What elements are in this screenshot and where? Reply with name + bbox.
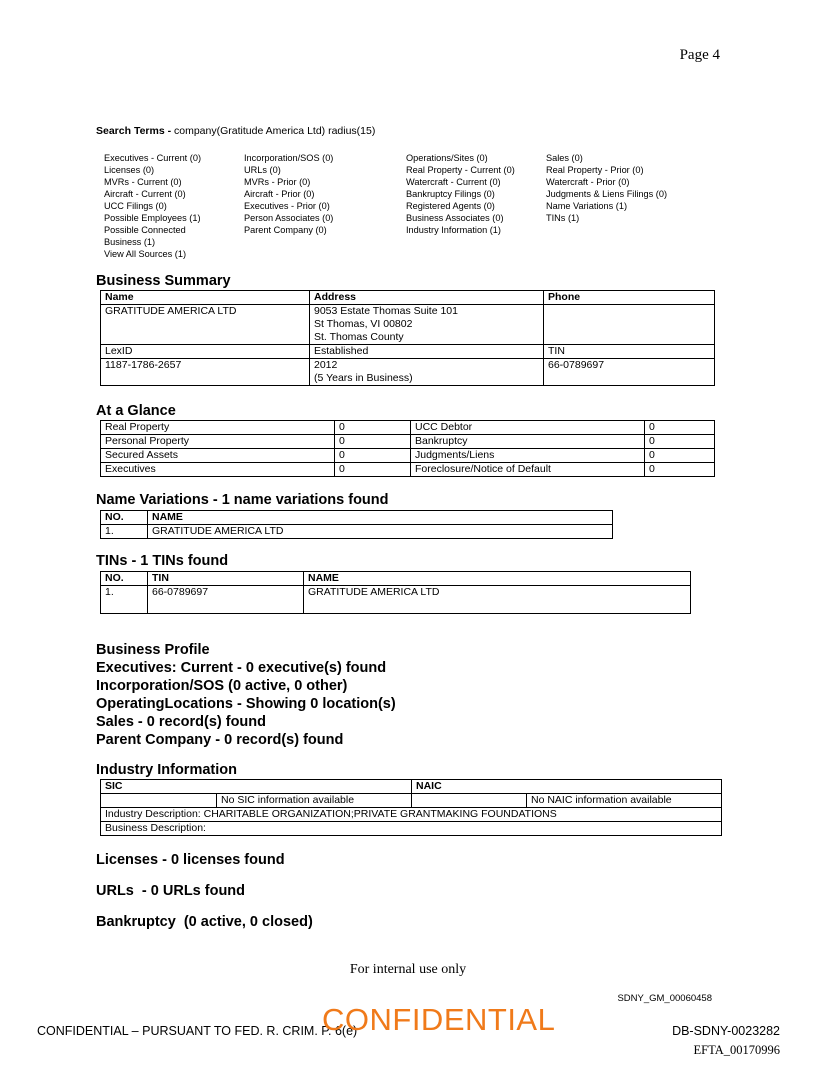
label-lexid: LexID — [101, 345, 310, 359]
established-year: 2012 — [314, 359, 338, 371]
source-item[interactable]: Incorporation/SOS (0) — [244, 153, 334, 163]
glance-value: 0 — [335, 449, 411, 463]
col-header-no: NO. — [101, 511, 148, 525]
bankruptcy-heading: Bankruptcy (0 active, 0 closed) — [96, 914, 313, 930]
source-item[interactable]: Name Variations (1) — [546, 201, 628, 211]
search-terms-value: company(Gratitude America Ltd) radius(15) — [171, 125, 376, 137]
business-profile-title: Business Profile — [96, 642, 210, 658]
source-item[interactable]: Parent Company (0) — [244, 225, 327, 235]
table-row — [101, 572, 691, 586]
industry-information-table — [100, 779, 722, 836]
glance-value: 0 — [335, 463, 411, 477]
source-item[interactable]: Sales (0) — [546, 153, 583, 163]
source-item[interactable]: Judgments & Liens Filings (0) — [546, 189, 668, 199]
tin-value: 66-0789697 — [148, 586, 304, 614]
col-header-name: NAME — [148, 511, 613, 525]
industry-description: Industry Description: CHARITABLE ORGANIZATION;PRIVATE GRANTMAKING FOUNDATIONS — [101, 808, 722, 822]
table-row — [101, 435, 715, 449]
source-item[interactable]: Licenses (0) — [104, 165, 155, 175]
source-item[interactable]: Registered Agents (0) — [406, 201, 495, 211]
source-item[interactable]: Real Property - Prior (0) — [546, 165, 644, 175]
business-summary-heading: Business Summary — [96, 273, 231, 289]
address-line: St. Thomas County — [314, 331, 404, 343]
source-item[interactable]: Operations/Sites (0) — [406, 153, 488, 163]
table-row — [101, 359, 715, 386]
label-established: Established — [310, 345, 544, 359]
col-header-naic: NAIC — [412, 780, 722, 794]
source-item[interactable]: UCC Filings (0) — [104, 201, 167, 211]
glance-label: Secured Assets — [101, 449, 335, 463]
source-column-2 — [244, 152, 333, 236]
glance-value: 0 — [645, 463, 715, 477]
glance-label: Executives — [101, 463, 335, 477]
page-number: Page 4 — [679, 47, 720, 63]
source-item[interactable]: Possible Employees (1) — [104, 213, 201, 223]
table-row — [101, 463, 715, 477]
address-line: 9053 Estate Thomas Suite 101 — [314, 305, 458, 317]
glance-label: Bankruptcy — [411, 435, 645, 449]
source-item[interactable]: Executives - Prior (0) — [244, 201, 330, 211]
source-item[interactable]: Person Associates (0) — [244, 213, 334, 223]
years-in-business: (5 Years in Business) — [314, 372, 413, 384]
col-header-phone: Phone — [544, 291, 715, 305]
profile-line: OperatingLocations - Showing 0 location(s) — [96, 696, 396, 712]
source-column-3 — [406, 152, 515, 236]
source-item[interactable]: Watercraft - Prior (0) — [546, 177, 630, 187]
name-variations-table — [100, 510, 613, 539]
source-item[interactable]: URLs (0) — [244, 165, 281, 175]
confidential-notice: CONFIDENTIAL – PURSUANT TO FED. R. CRIM. P. 6(e) — [37, 1024, 358, 1038]
table-row — [101, 421, 715, 435]
business-description: Business Description: — [101, 822, 722, 836]
source-item[interactable]: Industry Information (1) — [406, 225, 501, 235]
source-item[interactable]: Aircraft - Prior (0) — [244, 189, 315, 199]
licenses-heading: Licenses - 0 licenses found — [96, 852, 285, 868]
row-number: 1. — [101, 586, 148, 614]
source-item[interactable]: MVRs - Prior (0) — [244, 177, 311, 187]
glance-label: Real Property — [101, 421, 335, 435]
urls-heading: URLs - 0 URLs found — [96, 883, 246, 899]
source-item[interactable]: View All Sources (1) — [104, 249, 187, 259]
glance-value: 0 — [335, 421, 411, 435]
glance-value: 0 — [645, 435, 715, 449]
efta-number: EFTA_00170996 — [693, 1043, 780, 1057]
source-item[interactable]: Business Associates (0) — [406, 213, 504, 223]
source-item[interactable]: Aircraft - Current (0) — [104, 189, 186, 199]
business-summary-table — [100, 290, 715, 386]
col-header-name: Name — [101, 291, 310, 305]
col-header-no: NO. — [101, 572, 148, 586]
business-address — [310, 305, 544, 345]
table-row — [101, 586, 691, 614]
row-number: 1. — [101, 525, 148, 539]
table-row — [101, 822, 722, 836]
source-item[interactable]: Possible Connected — [104, 225, 186, 235]
col-header-address: Address — [310, 291, 544, 305]
name-variation: GRATITUDE AMERICA LTD — [148, 525, 613, 539]
tin-value: 66-0789697 — [544, 359, 715, 386]
table-row — [101, 305, 715, 345]
glance-label: UCC Debtor — [411, 421, 645, 435]
source-column-1 — [104, 152, 201, 260]
sic-description: No SIC information available — [217, 794, 412, 808]
lexid-value: 1187-1786-2657 — [101, 359, 310, 386]
table-row — [101, 794, 722, 808]
naic-code — [412, 794, 527, 808]
sic-code — [101, 794, 217, 808]
search-terms — [96, 125, 375, 137]
business-phone — [544, 305, 715, 345]
glance-label: Judgments/Liens — [411, 449, 645, 463]
tin-name: GRATITUDE AMERICA LTD — [304, 586, 691, 614]
source-item[interactable]: MVRs - Current (0) — [104, 177, 182, 187]
profile-line: Executives: Current - 0 executive(s) found — [96, 660, 387, 676]
table-row — [101, 808, 722, 822]
tins-table — [100, 571, 691, 614]
table-row — [101, 511, 613, 525]
name-variations-heading: Name Variations - 1 name variations found — [96, 492, 389, 508]
tins-heading: TINs - 1 TINs found — [96, 553, 229, 569]
business-profile — [96, 641, 396, 749]
industry-information-heading: Industry Information — [96, 762, 237, 778]
glance-value: 0 — [335, 435, 411, 449]
bates-number: SDNY_GM_00060458 — [617, 993, 712, 1004]
internal-use-notice: For internal use only — [349, 962, 467, 977]
established-value — [310, 359, 544, 386]
table-row — [101, 449, 715, 463]
glance-value: 0 — [645, 449, 715, 463]
col-header-name: NAME — [304, 572, 691, 586]
bates-number-secondary: DB-SDNY-0023282 — [672, 1024, 780, 1038]
profile-line: Sales - 0 record(s) found — [96, 714, 267, 730]
source-item[interactable]: Real Property - Current (0) — [406, 165, 515, 175]
profile-line: Incorporation/SOS (0 active, 0 other) — [96, 678, 348, 694]
address-line: St Thomas, VI 00802 — [314, 318, 413, 330]
col-header-tin: TIN — [148, 572, 304, 586]
glance-value: 0 — [645, 421, 715, 435]
confidential-stamp: CONFIDENTIAL — [322, 1002, 556, 1037]
glance-label: Personal Property — [101, 435, 335, 449]
business-name: GRATITUDE AMERICA LTD — [101, 305, 310, 345]
table-row — [101, 291, 715, 305]
source-item[interactable]: Business (1) — [104, 237, 156, 247]
source-item[interactable]: Watercraft - Current (0) — [406, 177, 501, 187]
naic-description: No NAIC information available — [527, 794, 722, 808]
source-item[interactable]: Executives - Current (0) — [104, 153, 202, 163]
source-column-4 — [546, 152, 667, 224]
at-a-glance-heading: At a Glance — [96, 403, 176, 419]
col-header-sic: SIC — [101, 780, 412, 794]
search-terms-label: Search Terms - — [96, 125, 172, 137]
source-item[interactable]: TINs (1) — [546, 213, 580, 223]
source-item[interactable]: Bankruptcy Filings (0) — [406, 189, 495, 199]
at-a-glance-table — [100, 420, 715, 477]
table-row — [101, 525, 613, 539]
table-row — [101, 780, 722, 794]
glance-label: Foreclosure/Notice of Default — [411, 463, 645, 477]
table-row — [101, 345, 715, 359]
profile-line: Parent Company - 0 record(s) found — [96, 732, 344, 748]
label-tin: TIN — [544, 345, 715, 359]
